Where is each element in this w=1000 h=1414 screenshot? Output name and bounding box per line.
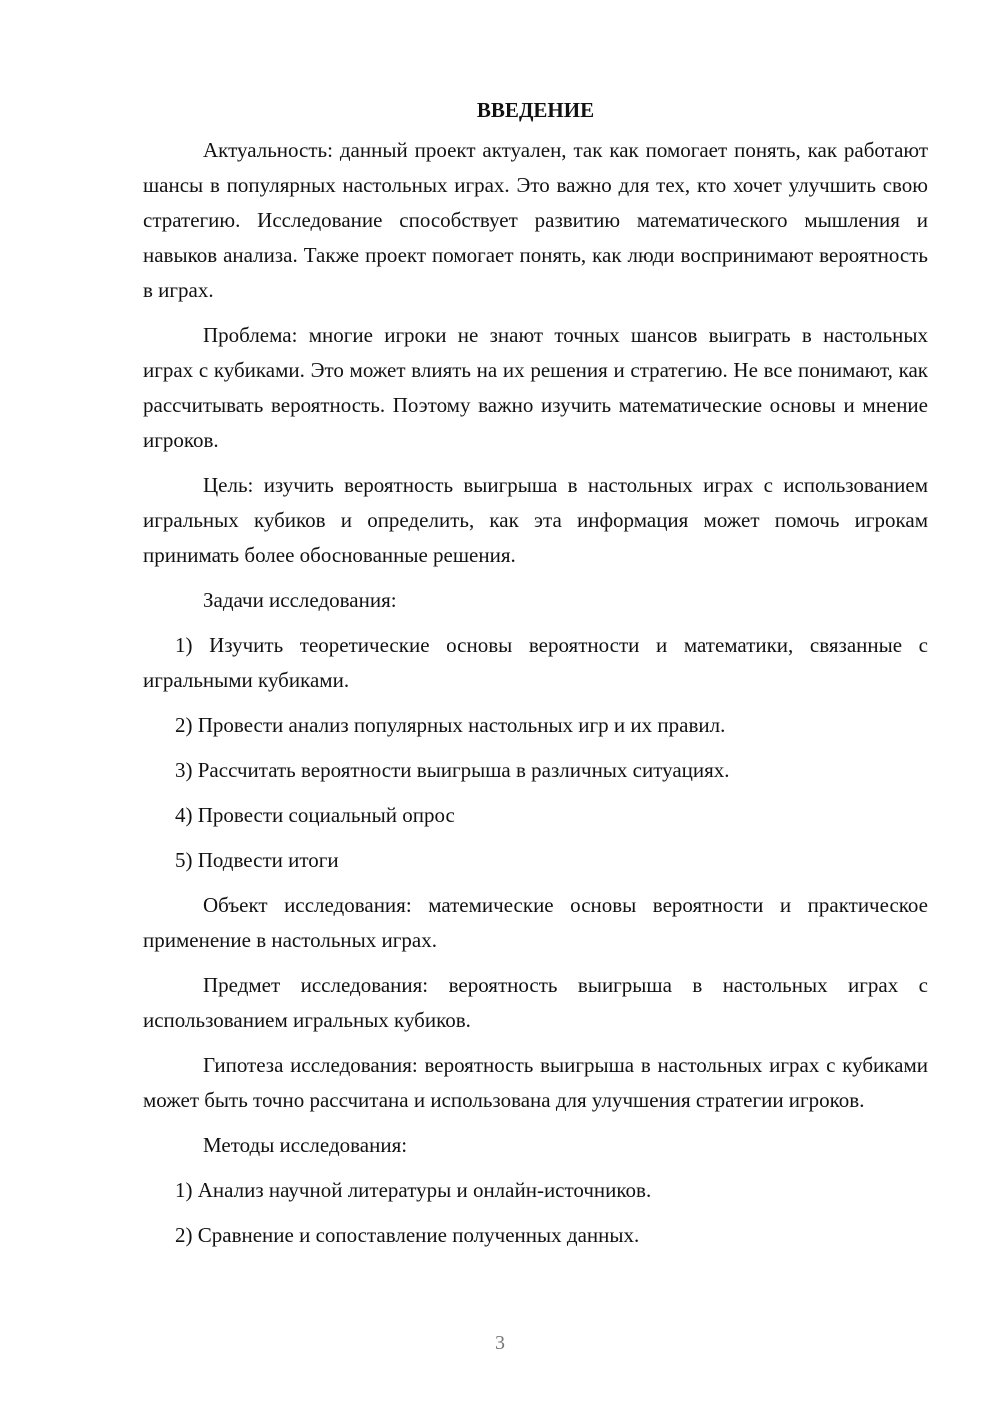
- task-item-3: 3) Рассчитать вероятности выигрыша в различных ситуациях.: [175, 758, 730, 782]
- page-title: ВВЕДЕНИЕ: [476, 98, 595, 122]
- goal-paragraph: Цель: изучить вероятность выигрыша в настольных играх с использованием игральных кубиков и определить, как эта информация может помочь игрокам принимать более обоснованные решения.: [143, 473, 928, 567]
- problem-paragraph: Проблема: многие игроки не знают точных шансов выиграть в настольных играх с кубиками. Это может влиять на их решения и стратегию. Не все понимают, как рассчитывать вероятность. Поэтому важно изучить математические основы и мнение игроков.: [143, 323, 928, 452]
- page-content: [143, 95, 928, 1253]
- task-item-2: 2) Провести анализ популярных настольных игр и их правил.: [175, 713, 726, 737]
- methods-heading: Методы исследования:: [203, 1133, 408, 1157]
- hypothesis-paragraph: Гипотеза исследования: вероятность выигрыша в настольных играх с кубиками может быть точно рассчитана и использована для улучшения стратегии игроков.: [143, 1053, 928, 1112]
- task-item-1: 1) Изучить теоретические основы вероятности и математики, связанные с игральными кубиками.: [143, 633, 928, 692]
- relevance-paragraph: Актуальность: данный проект актуален, так как помогает понять, как работают шансы в популярных настольных играх. Это важно для тех, кто хочет улучшить свою стратегию. Исследование способствует развитию математического мышления и навыков анализа. Также проект помогает понять, как люди воспринимают вероятность в играх.: [143, 138, 928, 302]
- method-item-1: 1) Анализ научной литературы и онлайн-источников.: [175, 1178, 652, 1202]
- subject-paragraph: Предмет исследования: вероятность выигрыша в настольных играх с использованием игральных кубиков.: [143, 973, 928, 1032]
- object-paragraph: Объект исследования: матемические основы вероятности и практическое применение в настольных играх.: [143, 893, 928, 952]
- task-item-4: 4) Провести социальный опрос: [175, 803, 455, 827]
- task-item-5: 5) Подвести итоги: [175, 848, 339, 872]
- tasks-heading: Задачи исследования:: [203, 588, 397, 612]
- page-number: 3: [495, 1332, 505, 1354]
- method-item-2: 2) Сравнение и сопоставление полученных данных.: [175, 1223, 640, 1247]
